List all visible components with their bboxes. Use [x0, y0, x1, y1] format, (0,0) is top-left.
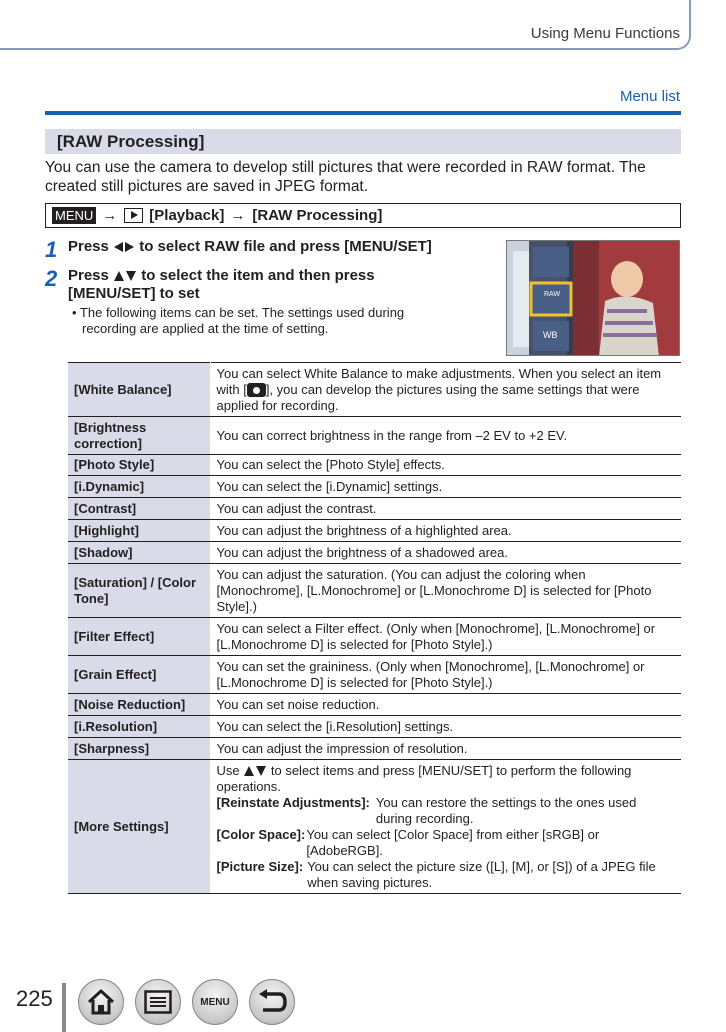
section-title: Using Menu Functions	[530, 25, 680, 42]
more-settings-item-label: [Reinstate Adjustments]:	[216, 794, 370, 810]
setting-name: [More Settings]	[68, 760, 210, 894]
more-settings-item	[217, 859, 676, 891]
setting-name: [Saturation] / [Color Tone]	[68, 564, 210, 618]
camera-icon	[247, 383, 266, 397]
path-arrow: →	[102, 207, 118, 224]
setting-description: You can adjust the saturation. (You can adjust the coloring when [Monochrome], [L.Monochrome] or [L.Monochrome D] is selected for [Photo Style].)	[210, 564, 681, 618]
playback-icon	[124, 208, 143, 223]
setting-name: [Noise Reduction]	[68, 694, 210, 716]
more-settings-intro	[217, 763, 676, 795]
menu-path	[45, 203, 681, 228]
home-button[interactable]	[78, 979, 124, 1025]
more-settings-item-text: You can select [Color Space] from either [sRGB] or [AdobeRGB].	[306, 826, 600, 858]
setting-description: You can adjust the brightness of a shadowed area.	[210, 542, 681, 564]
more-settings-item-text: You can restore the settings to the ones used during recording.	[375, 794, 637, 826]
setting-name: [White Balance]	[68, 363, 210, 417]
path-raw-processing: [RAW Processing]	[252, 207, 383, 224]
down-arrow-icon	[256, 766, 266, 776]
note-text: • The following items can be set. The settings used during recording are applied at the time of setting.	[72, 305, 405, 336]
right-arrow-icon	[125, 242, 134, 252]
more-settings-intro-part: to select items and press [MENU/SET] to perform the following operations.	[216, 762, 632, 794]
step-text-part: [MENU/SET] to set	[68, 285, 200, 302]
table-row	[68, 417, 681, 455]
setting-name: [Sharpness]	[68, 738, 210, 760]
table-row	[68, 363, 681, 417]
step-text-part: to select RAW file and press [MENU/SET]	[139, 238, 432, 255]
setting-name: [i.Dynamic]	[68, 476, 210, 498]
menu-list-link[interactable]: Menu list	[619, 88, 680, 105]
raw-processing-preview-image	[506, 240, 680, 356]
setting-description: You can adjust the contrast.	[210, 498, 681, 520]
setting-name: [Photo Style]	[68, 455, 210, 476]
setting-name: [Filter Effect]	[68, 618, 210, 656]
setting-description-part: You can select White Balance to make adjustments. When you select an item with [	[216, 365, 662, 397]
table-row	[68, 520, 681, 542]
step-text	[68, 267, 375, 303]
setting-name: [Highlight]	[68, 520, 210, 542]
table-row	[68, 618, 681, 656]
page-number: 225	[16, 986, 53, 1011]
setting-description-part: ], you can develop the pictures using the same settings that were applied for recording.	[216, 381, 640, 413]
menu-icon: MENU	[200, 996, 230, 1008]
step-text-part: Press	[68, 238, 109, 255]
menu-list-button[interactable]	[192, 979, 238, 1025]
page-heading-bar	[45, 129, 681, 154]
more-settings-item-label: [Color Space]:	[216, 826, 306, 842]
setting-description: You can select the [i.Resolution] settings.	[210, 716, 681, 738]
setting-name: [i.Resolution]	[68, 716, 210, 738]
more-settings-item-label: [Picture Size]:	[216, 858, 304, 874]
table-row	[68, 760, 681, 894]
page-title: [RAW Processing]	[57, 132, 205, 151]
setting-name: [Grain Effect]	[68, 656, 210, 694]
table-row	[68, 476, 681, 498]
home-icon	[86, 988, 116, 1016]
back-button[interactable]	[249, 979, 295, 1025]
table-row	[68, 716, 681, 738]
step-text-part: Press	[68, 267, 109, 284]
more-settings-item	[217, 827, 676, 859]
path-arrow: →	[230, 207, 246, 224]
setting-name: [Shadow]	[68, 542, 210, 564]
up-arrow-icon	[244, 766, 254, 776]
step-number: 2	[45, 266, 58, 291]
table-row	[68, 656, 681, 694]
table-row	[68, 455, 681, 476]
setting-name: [Contrast]	[68, 498, 210, 520]
page-number-divider	[62, 983, 66, 1032]
back-arrow-icon	[257, 989, 287, 1015]
table-row	[68, 498, 681, 520]
step-text-part: to select the item and then press	[141, 267, 375, 284]
contents-button[interactable]	[135, 979, 181, 1025]
path-playback: [Playback]	[149, 207, 225, 224]
divider	[45, 111, 681, 115]
preview-raw-label: RAW	[544, 291, 561, 298]
setting-description	[210, 363, 681, 417]
left-arrow-icon	[114, 242, 123, 252]
raw-processing-settings-table	[68, 362, 681, 894]
setting-description: You can select the [Photo Style] effects.	[210, 455, 681, 476]
list-icon	[144, 990, 172, 1014]
setting-description: You can adjust the brightness of a highlighted area.	[210, 520, 681, 542]
step-number: 1	[45, 237, 58, 262]
preview-wb-label: WB	[543, 330, 558, 340]
setting-description	[210, 760, 681, 894]
setting-description: You can select the [i.Dynamic] settings.	[210, 476, 681, 498]
step-text	[68, 238, 432, 256]
table-row	[68, 694, 681, 716]
intro-text: You can use the camera to develop still pictures that were recorded in RAW format. The created still pictures are saved in JPEG format.	[45, 159, 646, 195]
setting-description: You can set the graininess. (Only when [Monochrome], [L.Monochrome] or [L.Monochrome D] is selected for [Photo Style].)	[210, 656, 681, 694]
setting-description: You can adjust the impression of resolution.	[210, 738, 681, 760]
table-row	[68, 738, 681, 760]
menu-key-icon: MENU	[52, 207, 96, 224]
more-settings-item	[217, 795, 676, 827]
setting-name: [Brightness correction]	[68, 417, 210, 455]
table-row	[68, 542, 681, 564]
more-settings-item-text: You can select the picture size ([L], [M], or [S]) of a JPEG file when saving pictures.	[307, 858, 656, 890]
setting-description: You can select a Filter effect. (Only when [Monochrome], [L.Monochrome] or [L.Monochrome D] is selected for [Photo Style].)	[210, 618, 681, 656]
preview-illustration	[507, 241, 680, 356]
table-row	[68, 564, 681, 618]
up-arrow-icon	[114, 271, 124, 281]
setting-description: You can set noise reduction.	[210, 694, 681, 716]
more-settings-intro-part: Use	[216, 762, 240, 778]
setting-description: You can correct brightness in the range from –2 EV to +2 EV.	[210, 417, 681, 455]
down-arrow-icon	[126, 271, 136, 281]
